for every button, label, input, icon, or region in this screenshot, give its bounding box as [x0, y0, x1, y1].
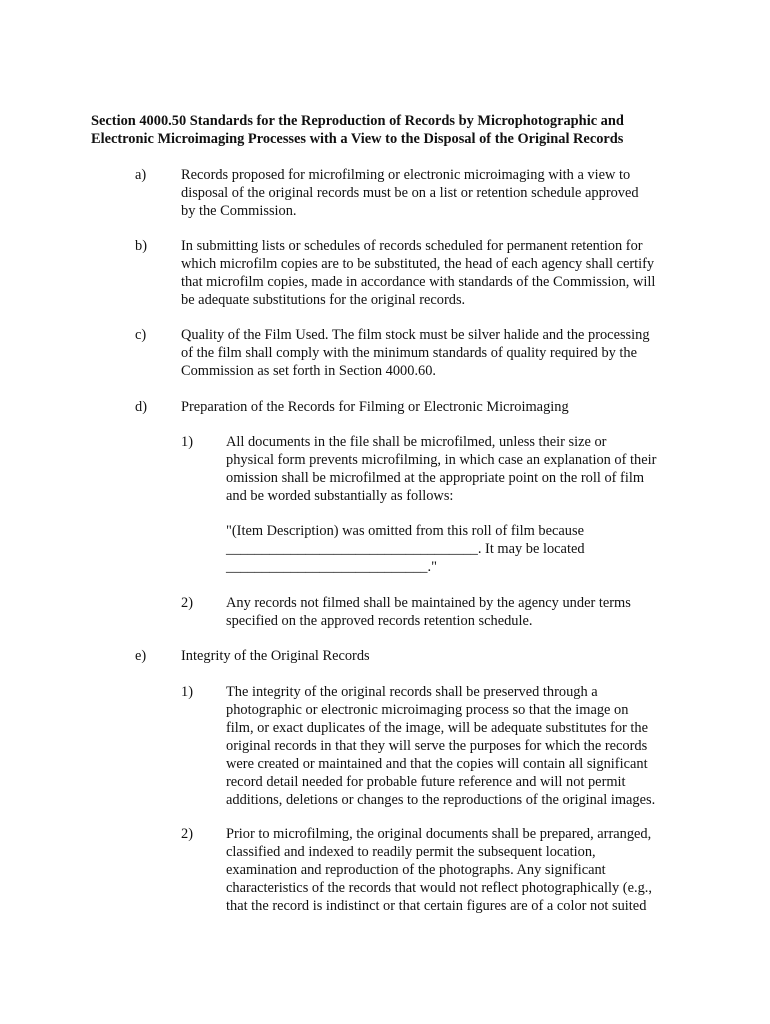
text-line: In submitting lists or schedules of records scheduled for permanent retention for: [181, 238, 643, 254]
text-line: photographic or electronic microimaging process so that the image on: [226, 702, 629, 718]
text-line: original records in that they will serve the purposes for which the records: [226, 738, 648, 754]
text-line: that the record is indistinct or that certain figures are of a color not suited: [226, 898, 647, 914]
text-line: of the film shall comply with the minimum standards of quality required by the: [181, 345, 638, 361]
text-line: Prior to microfilming, the original documents shall be prepared, arranged,: [226, 826, 652, 842]
item-e-marker: e): [135, 648, 147, 664]
item-e-1-marker: 1): [181, 684, 193, 700]
text-line: classified and indexed to readily permit the subsequent location,: [226, 844, 596, 860]
item-d-2-marker: 2): [181, 595, 193, 611]
text-line: specified on the approved records retention schedule.: [226, 613, 533, 629]
item-e-1-text: [226, 683, 655, 809]
text-line: physical form prevents microfilming, in which case an explanation of their: [226, 452, 657, 468]
text-line: Quality of the Film Used. The film stock must be silver halide and the processing: [181, 327, 650, 343]
item-d-marker: d): [135, 399, 147, 415]
item-a-marker: a): [135, 167, 147, 183]
text-line: Any records not filmed shall be maintained by the agency under terms: [226, 595, 631, 611]
text-line: The integrity of the original records shall be preserved through a: [226, 684, 598, 700]
text-line: Records proposed for microfilming or electronic microimaging with a view to: [181, 167, 631, 183]
text-line: examination and reproduction of the photographs. Any significant: [226, 862, 606, 878]
quote-line: "(Item Description) was omitted from this roll of film because: [226, 523, 584, 539]
section-title-line: Section 4000.50 Standards for the Reproduction of Records by Microphotographic and: [91, 113, 624, 129]
text-line: by the Commission.: [181, 203, 297, 219]
item-c-marker: c): [135, 327, 147, 343]
item-d-2-text: [226, 594, 631, 630]
text-line: film, or exact duplicates of the image, will be adequate substitutes for the: [226, 720, 648, 736]
text-line: Integrity of the Original Records: [181, 648, 370, 664]
text-line: omission shall be microfilmed at the appropriate point on the roll of film: [226, 470, 645, 486]
item-e-2-marker: 2): [181, 826, 193, 842]
item-b-marker: b): [135, 238, 147, 254]
item-e-heading: [181, 647, 370, 665]
section-title-line: Electronic Microimaging Processes with a View to the Disposal of the Original Records: [91, 131, 624, 147]
item-d-1-text: [226, 433, 656, 505]
text-line: Commission as set forth in Section 4000.60.: [181, 363, 437, 379]
item-a-text: [181, 166, 639, 220]
item-b-text: [181, 237, 655, 309]
text-line: disposal of the original records must be on a list or retention schedule approved: [181, 185, 639, 201]
text-line: be adequate substitutions for the original records.: [181, 292, 466, 308]
text-line: were created or maintained and that the copies will contain all significant: [226, 756, 648, 772]
text-line: which microfilm copies are to be substituted, the head of each agency shall certify: [181, 256, 655, 272]
item-d-heading: [181, 398, 569, 416]
item-c-text: [181, 326, 650, 380]
item-d-1-marker: 1): [181, 434, 193, 450]
text-line: that microfilm copies, made in accordance with standards of the Commission, will: [181, 274, 656, 290]
item-d-1-quote: [226, 522, 585, 576]
text-line: characteristics of the records that would not reflect photographically (e.g.,: [226, 880, 652, 896]
text-line: All documents in the file shall be microfilmed, unless their size or: [226, 434, 607, 450]
item-e-2-text: [226, 825, 652, 915]
quote-line: ____________________________.": [226, 559, 437, 575]
section-title: [91, 112, 691, 148]
text-line: additions, deletions or changes to the reproductions of the original images.: [226, 792, 656, 808]
quote-line: ___________________________________. It may be located: [226, 541, 585, 557]
text-line: record detail needed for probable future reference and will not permit: [226, 774, 626, 790]
text-line: and be worded substantially as follows:: [226, 488, 454, 504]
text-line: Preparation of the Records for Filming or Electronic Microimaging: [181, 399, 569, 415]
